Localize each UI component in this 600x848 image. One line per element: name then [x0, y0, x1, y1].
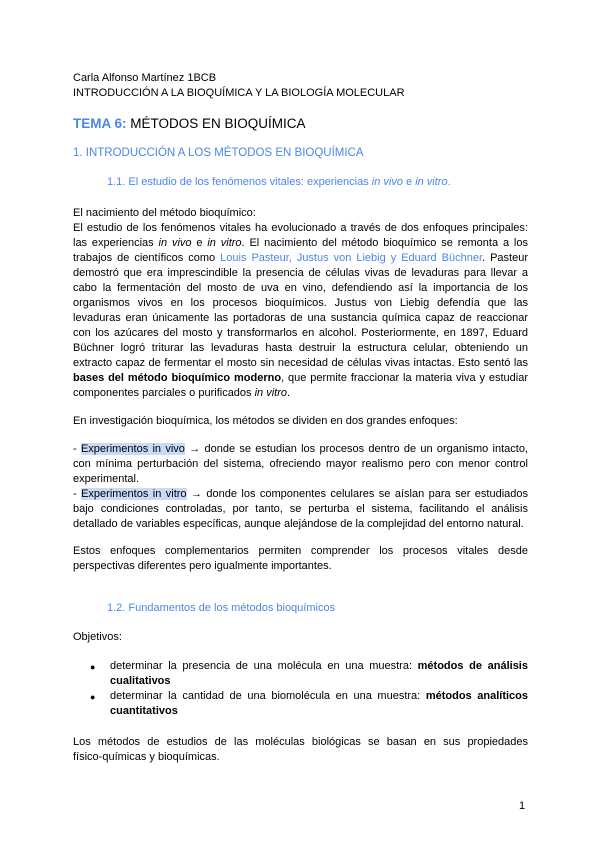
invitro-line-3: detallado de variables específicas, aunque alejándose de la complejidad del entorno natural.: [73, 518, 524, 530]
birth-l3c: . Pasteur: [482, 252, 528, 264]
birth-l2e: . El nacimiento del método bioquímico se remonta a los: [241, 237, 528, 249]
page-title: [73, 116, 528, 132]
tema-label: TEMA 6:: [73, 116, 127, 131]
sub11-invitro: in vitro: [415, 176, 448, 188]
birth-l2d: in vitro: [207, 237, 242, 249]
birth-line-7: levaduras eran únicamente las portadoras de una sustancia química capaz de reaccionar: [73, 312, 528, 324]
birth-line-12: [73, 387, 528, 400]
birth-line-6: organismos vivos en los procesos bioquímicos. Justus von Liebig defendía que las: [73, 297, 528, 309]
sub11-y: e: [402, 176, 416, 188]
birth-line-4: demostró que era imprescindible la presencia de células vivas de levaduras para llevar a: [73, 267, 528, 279]
invivo-line-1: [73, 443, 528, 456]
birth-l2b: in vivo: [158, 237, 192, 249]
bullet-icon: ●: [90, 662, 96, 672]
birth-line-9: Büchner logró triturar las levaduras hasta destruir la estructura celular, obteniendo un: [73, 342, 528, 354]
course-title: INTRODUCCIÓN A LA BIOQUÍMICA Y LA BIOLOGÍA MOLECULAR: [73, 87, 405, 99]
birth-l12c: .: [287, 387, 291, 399]
birth-l12a: componentes parciales o purificados: [73, 387, 255, 399]
birth-l12b: in vitro: [254, 387, 288, 399]
objective-1-line-1: [110, 660, 528, 673]
sub11-invivo: in vivo: [371, 176, 403, 188]
invivo-rest: → donde se estudian los procesos dentro de un organismo intacto,: [184, 443, 528, 455]
section-1-heading: 1. INTRODUCCIÓN A LOS MÉTODOS EN BIOQUÍMICA: [73, 147, 364, 159]
invivo-line-3: experimental.: [73, 473, 140, 485]
invitro-dash: -: [73, 488, 82, 500]
conclusion-line-1: Estos enfoques complementarios permiten comprender los procesos vitales desde: [73, 545, 528, 557]
objective-1-line-2: [110, 675, 528, 688]
objective-2-bold-2: cuantitativos: [110, 705, 178, 717]
birth-l2c: e: [191, 237, 208, 249]
subsection-1-1-heading: [107, 176, 562, 189]
birth-title: El nacimiento del método bioquímico:: [73, 207, 256, 219]
objective-1-bold-2: cualitativos: [110, 675, 171, 687]
birth-line-5: cabo la fermentación del mosto de uva en vino, defendiendo así la importancia de los: [73, 282, 528, 294]
page-number: 1: [519, 800, 526, 812]
birth-line-3: [73, 252, 528, 265]
birth-l11b: , que permite fraccionar la materia viva y estudiar: [281, 372, 528, 384]
invivo-highlight: Experimentos in vivo: [80, 443, 185, 455]
conclusion-line-2: perspectivas diferentes pero igualmente importantes.: [73, 560, 332, 572]
author-line: Carla Alfonso Martínez 1BCB: [73, 72, 217, 84]
closing-line-1: Los métodos de estudios de las moléculas biológicas se basan en sus propiedades: [73, 736, 528, 748]
objective-1-text: determinar la presencia de una molécula en una muestra:: [110, 660, 418, 672]
birth-line-2: [73, 237, 528, 250]
birth-line-1: El estudio de los fenómenos vitales ha evolucionado a través de dos enfoques principales:: [73, 222, 528, 234]
objective-2-bold: métodos analíticos: [425, 690, 528, 702]
subsection-1-2-heading: 1.2. Fundamentos de los métodos bioquímicos: [107, 602, 336, 614]
objective-2-line-2: [110, 705, 528, 718]
objective-2-line-1: [110, 690, 528, 703]
birth-line-8: con los azúcares del mosto y transformarlos en alcohol. Posteriormente, en 1897, Eduard: [73, 327, 528, 339]
invitro-rest: → donde los componentes celulares se aíslan para ser estudiados: [186, 488, 528, 500]
birth-line-11: [73, 372, 528, 385]
invivo-dash: -: [73, 443, 81, 455]
closing-line-2: físico-químicas y bioquímicas.: [73, 751, 220, 763]
sub11-end: .: [447, 176, 451, 188]
birth-l2a: las experiencias: [73, 237, 159, 249]
objective-1-bold: métodos de análisis: [417, 660, 528, 672]
sub11-prefix: 1.1. El estudio de los fenómenos vitales: experiencias: [107, 176, 372, 188]
invitro-highlight: Experimentos in vitro: [81, 488, 187, 500]
birth-l3a: trabajos de científicos como: [73, 252, 221, 264]
birth-line-10: extracto capaz de fermentar el mosto sin necesidad de células vivas intactas. Esto sentó las: [73, 357, 528, 369]
scientists-link[interactable]: Louis Pasteur, Justus von Liebig y Eduard Büchner: [220, 252, 483, 264]
birth-l11a-bold: bases del método bioquímico moderno: [73, 372, 282, 384]
objective-2-text: determinar la cantidad de una biomolécula en una muestra:: [110, 690, 426, 702]
objectives-label: Objetivos:: [73, 631, 122, 643]
invitro-line-1: [73, 488, 528, 501]
invivo-line-2: con mínima perturbación del sistema, ofreciendo mayor realismo pero con menor control: [73, 458, 528, 470]
invitro-line-2: bajo condiciones controladas, por tanto, se perturba el sistema, facilitando el análisis: [73, 503, 528, 515]
approaches-intro: En investigación bioquímica, los métodos se dividen en dos grandes enfoques:: [73, 415, 458, 427]
bullet-icon: ●: [90, 692, 96, 702]
tema-name: MÉTODOS EN BIOQUÍMICA: [126, 116, 306, 131]
